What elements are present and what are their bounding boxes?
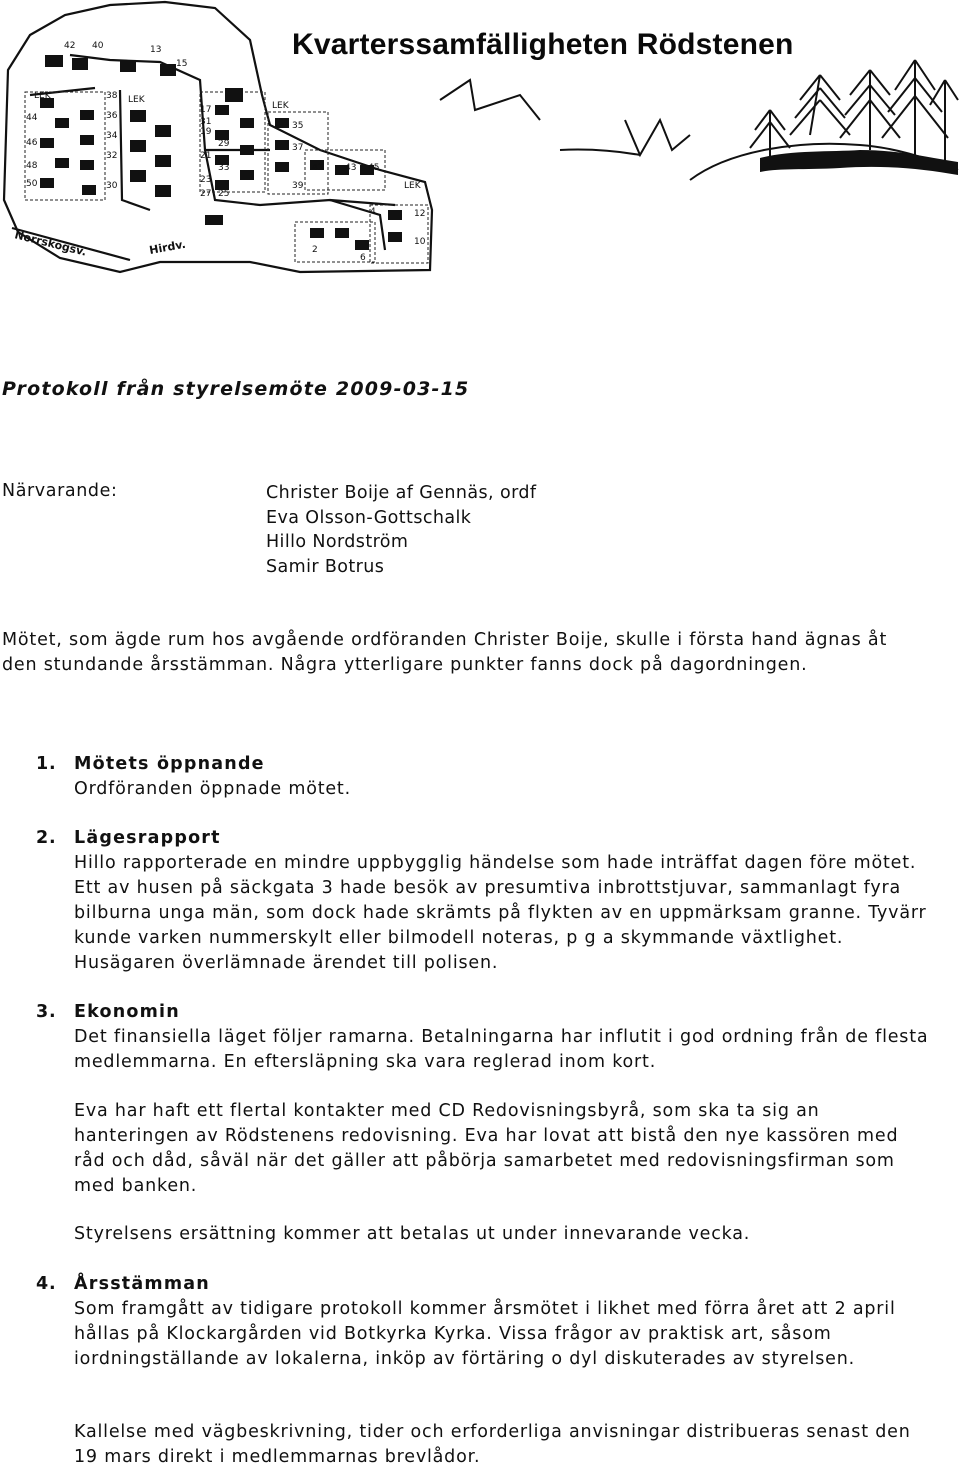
map-label: 2 (312, 245, 318, 255)
map-label: 42 (64, 41, 76, 51)
map-label: 27 (200, 189, 212, 199)
attendee: Hillo Nordström (266, 532, 409, 552)
map-label: 38 (106, 91, 118, 101)
map-label: 46 (26, 138, 38, 148)
attendee: Samir Botrus (266, 556, 385, 577)
map-label: 43 (345, 163, 357, 173)
map-label: 19 (200, 127, 212, 137)
agenda-paragraph: Styrelsens ersättning kommer att betalas ut under innevarande vecka. (74, 1224, 751, 1244)
intro-paragraph: Mötet, som ägde rum hos avgående ordföranden Christer Boije, skulle i första hand ägnas åt den stundande årsstämman. Några ytterligare punkter fanns dock på dagordningen. (2, 630, 888, 675)
agenda-body: Hillo rapporterade en mindre uppbygglig händelse som hade inträffat dagen före mötet. Ett av husen på säckgata 3 hade besök av presumtiva inbrottstjuvar, sammanlagt fyra bilburna unga män, som dock hade skrämts på flykten av en uppmärksam granne. Tyvärr kunde varken nummerskylt eller bilmodell noteras, p g a skymmande växtlighet. Husägaren överlämnade ärendet till polisen. (74, 853, 927, 973)
map-label: 12 (414, 209, 426, 219)
map-label: 45 (368, 163, 380, 173)
agenda-body: Ordföranden öppnade mötet. (74, 779, 351, 799)
map-road-label: Norrskogsv. (13, 228, 88, 259)
map-label: 4 (370, 207, 376, 217)
map-label: 48 (26, 161, 38, 171)
map-label: 35 (292, 121, 304, 131)
map-road-label: Hirdv. (148, 237, 187, 257)
map-label: 33 (218, 163, 230, 173)
map-label: 44 (26, 113, 38, 123)
map-label: 50 (26, 179, 38, 189)
agenda-heading: Årsstämman (74, 1274, 210, 1294)
agenda-body: Som framgått av tidigare protokoll kommer årsmötet i likhet med förra året att 2 april hållas på Klockargården vid Botkyrka Kyrka. Vissa frågor av praktisk art, såsom iordningställande av lokalerna, inköp av förtäring o dyl diskuterades av styrelsen. (74, 1299, 896, 1369)
attendee: Christer Boije af Gennäs, ordf (266, 483, 537, 503)
map-label: 41 (312, 163, 324, 173)
attendee: Eva Olsson-Gottschalk (266, 507, 472, 528)
agenda-heading: Ekonomin (74, 1002, 180, 1022)
document-title: Protokoll från styrelsemöte 2009-03-15 (2, 378, 470, 400)
map-label: 30 (106, 181, 118, 191)
map-label: 17 (200, 105, 212, 115)
map-label: 39 (292, 181, 304, 191)
map-label: 10 (414, 237, 426, 247)
agenda-heading: Lägesrapport (74, 828, 221, 848)
map-label: LEK (34, 91, 51, 101)
map-label: 15 (176, 59, 188, 69)
agenda-number: 3. (36, 1002, 57, 1022)
map-label: 34 (106, 131, 118, 141)
map-label: 25 (218, 189, 230, 199)
map-label: 21 (200, 151, 212, 161)
map-label: 13 (150, 45, 162, 55)
map-label: LEK (272, 101, 289, 111)
agenda-paragraph: Kallelse med vägbeskrivning, tider och erforderliga anvisningar distribueras senast den 19 mars direkt i medlemmarnas brevlådor. (74, 1422, 911, 1467)
agenda-number: 1. (36, 754, 57, 774)
map-label: 37 (292, 143, 304, 153)
map-label: 6 (360, 253, 366, 263)
map-label: LEK (404, 181, 421, 191)
organization-name: Kvarterssamfälligheten Rödstenen (292, 28, 794, 61)
agenda-heading: Mötets öppnande (74, 754, 265, 774)
map-label: 29 (218, 139, 230, 149)
agenda-number: 2. (36, 828, 57, 848)
map-label: 36 (106, 111, 118, 121)
agenda-number: 4. (36, 1274, 57, 1294)
map-label: 23 (200, 175, 212, 185)
agenda-paragraph: Eva har haft ett flertal kontakter med CD Redovisningsbyrå, som ska ta sig an hanteringen av Rödstenens redovisning. Eva har lovat att bistå den nye kassören med råd och dåd, såväl när det gäller att påbörja samarbetet med redovisningsfirman som med banken. (74, 1101, 899, 1196)
map-label: LEK (128, 95, 145, 105)
map-label: 31 (200, 117, 212, 127)
map-label: 32 (106, 151, 118, 161)
letterhead (0, 0, 960, 290)
attendees-list (266, 481, 536, 579)
map-label: 40 (92, 41, 104, 51)
attendees-label: Närvarande: (2, 481, 118, 501)
agenda-body: Det finansiella läget följer ramarna. Betalningarna har influtit i god ordning från de flesta medlemmarna. En eftersläpning ska vara reglerad inom kort. (74, 1027, 929, 1072)
